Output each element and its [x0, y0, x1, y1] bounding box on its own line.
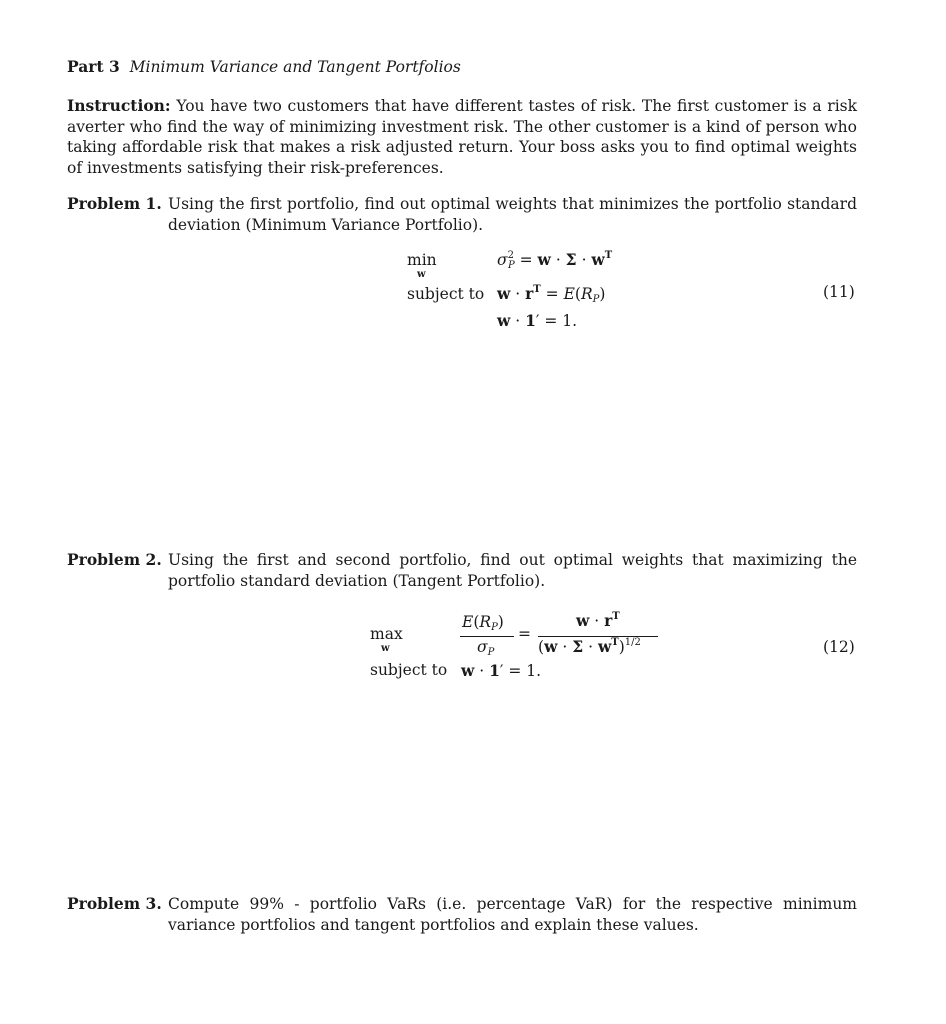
eq11-objective: $\sigma^2_P = w \cdot \Sigma \cdot w^T$	[497, 250, 613, 271]
problem3-text: Compute 99% - portfolio VaRs (i.e. percentage VaR) for the respective minimum variance portfolios and tangent portfolios and explain these values.	[168, 895, 857, 934]
eq12-op-sub: w	[381, 643, 390, 654]
instruction-label: Instruction:	[67, 96, 171, 115]
problem2-text: Using the first and second portfolio, find out optimal weights that maximizing the portfolio standard deviation (Tangent Portfolio).	[168, 551, 857, 590]
problem2-label: Problem 2.	[67, 550, 162, 569]
eq11-subject-to: subject to	[407, 285, 485, 303]
instruction-paragraph	[67, 96, 857, 178]
eq12-lhs-numerator: $E(R_P)$	[462, 613, 504, 633]
eq12-constraint-weights: w · 1′ = 1.	[461, 661, 542, 680]
eq12-number: (12)	[823, 638, 855, 656]
part-label: Part 3	[67, 57, 120, 76]
eq12-rhs-denominator: $(w \cdot \Sigma \cdot w^T)^{1/2}$	[538, 637, 641, 656]
eq12-rhs-numerator: $w \cdot r^T$	[576, 611, 620, 630]
eq11-constraint-return: $w \cdot r^T = E(R_P)$	[497, 284, 606, 305]
eq11-constraint-weights: w · 1′ = 1.	[497, 311, 578, 330]
eq12-subject-to: subject to	[370, 661, 448, 679]
eq12-lhs-denominator: $\sigma_P$	[477, 638, 495, 658]
eq12-lhs-fraction-bar	[460, 636, 514, 637]
eq11-number: (11)	[823, 283, 855, 301]
eq11-op-sub: w	[417, 269, 426, 280]
problem1-text: Using the first portfolio, find out optimal weights that minimizes the portfolio standard deviation (Minimum Variance Portfolio).	[168, 195, 857, 234]
problem3-label: Problem 3.	[67, 894, 162, 913]
eq12-equals: =	[518, 625, 531, 643]
eq11-op: min	[407, 251, 437, 269]
problem1-label: Problem 1.	[67, 194, 162, 213]
instruction-text: You have two customers that have different tastes of risk. The first customer is a risk averter who find the way of minimizing investment risk. The other customer is a kind of person who taking affordable risk that makes a risk adjusted return. Your boss asks you to find optimal weights of investments satisfying their risk-preferences.	[67, 97, 857, 177]
eq12-max-operator: max	[370, 625, 403, 643]
section-heading	[67, 57, 461, 76]
eq11-min-operator	[407, 251, 437, 269]
section-title: Minimum Variance and Tangent Portfolios	[129, 58, 461, 76]
